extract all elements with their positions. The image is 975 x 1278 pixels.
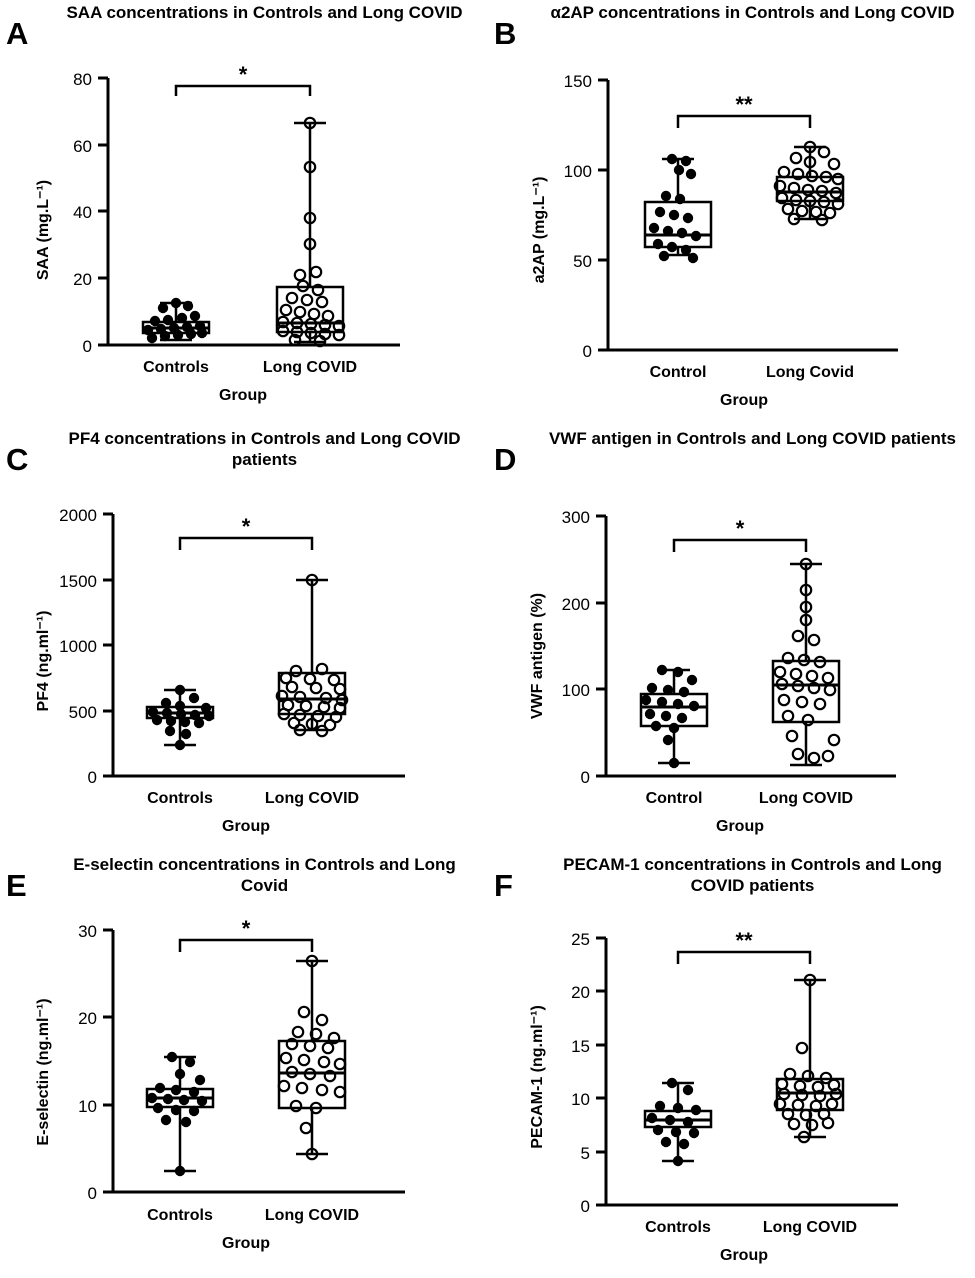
panel-f-cat-0: Controls — [645, 1219, 711, 1236]
panel-e-cat-1: Long COVID — [264, 1207, 360, 1224]
panel-f-ylabel: PECAM-1 (ng.ml⁻¹) — [529, 1005, 546, 1149]
panel-b-cat-1: Long Covid — [766, 364, 854, 381]
panel-d-cat-0: Control — [645, 790, 703, 807]
panel-c-title: PF4 concentrations in Controls and Long COVID patients — [68, 429, 461, 470]
panel-c-xlabel: Group — [222, 818, 270, 835]
panel-e-xlabel: Group — [222, 1235, 270, 1252]
panel-d-ylabel: VWF antigen (%) — [529, 592, 546, 720]
panel-b-ytick-0: 0 — [582, 342, 592, 361]
panel-f-significance: ** — [735, 928, 753, 953]
panel-e-svg — [0, 852, 487, 1278]
panel-a-title: SAA concentrations in Controls and Long COVID — [66, 3, 463, 22]
panel-a-ytick-2: 40 — [73, 203, 92, 222]
panel-e-cat-0: Controls — [147, 1207, 213, 1224]
panel-b — [488, 0, 975, 426]
panel-e-ytick-2: 20 — [78, 1009, 97, 1028]
panel-f-ytick-4: 20 — [571, 983, 590, 1002]
panel-c-ytick-0: 0 — [87, 768, 97, 787]
panel-c-significance: * — [241, 514, 251, 539]
panel-d — [488, 426, 975, 852]
panel-b-ytick-3: 150 — [563, 72, 592, 91]
panel-d-control-points — [641, 665, 699, 768]
panel-c-controls-points — [148, 685, 214, 750]
panel-a-ylabel: SAA (mg.L⁻¹) — [35, 179, 52, 281]
panel-e-ytick-0: 0 — [87, 1184, 97, 1203]
panel-f-letter: F — [494, 868, 513, 903]
panel-f-ytick-3: 15 — [571, 1037, 590, 1056]
panel-f-plot — [488, 852, 975, 1278]
panel-e-ytick-1: 10 — [78, 1097, 97, 1116]
panel-e-ytick-3: 30 — [78, 922, 97, 941]
panel-c-plot — [0, 426, 487, 852]
panel-f-ytick-2: 10 — [571, 1090, 590, 1109]
panel-d-svg — [488, 426, 975, 852]
panel-c-svg — [0, 426, 487, 852]
panel-e-letter: E — [6, 868, 27, 903]
panel-e-controls-points — [147, 1052, 207, 1176]
panel-d-plot — [488, 426, 975, 852]
panel-e — [0, 852, 487, 1278]
panel-f-svg — [488, 852, 975, 1278]
panel-d-ytick-3: 300 — [561, 508, 590, 527]
panel-a-ytick-3: 60 — [73, 137, 92, 156]
panel-b-plot — [488, 0, 975, 426]
panel-b-xlabel: Group — [720, 392, 768, 409]
panel-c-letter: C — [6, 442, 29, 477]
panel-b-significance: ** — [735, 92, 753, 117]
panel-a-letter: A — [6, 16, 29, 51]
panel-b-ytick-1: 50 — [573, 252, 592, 271]
panel-d-xlabel: Group — [716, 818, 764, 835]
panel-b-title: α2AP concentrations in Controls and Long COVID — [550, 3, 955, 22]
panel-a-cat-0: Controls — [143, 359, 209, 376]
panel-a-cat-1: Long COVID — [262, 359, 358, 376]
panel-a-svg — [0, 0, 487, 426]
panel-c-ylabel: PF4 (ng.ml⁻¹) — [35, 610, 52, 712]
panel-a-xlabel: Group — [219, 387, 267, 404]
panel-b-cat-0: Control — [649, 364, 707, 381]
panel-b-svg — [488, 0, 975, 426]
panel-c-ytick-1: 500 — [68, 703, 97, 722]
panel-a-ytick-1: 20 — [73, 270, 92, 289]
panel-d-ytick-2: 200 — [561, 595, 590, 614]
panel-c-cat-0: Controls — [147, 790, 213, 807]
panel-a-ytick-4: 80 — [73, 70, 92, 89]
panel-f-ytick-5: 25 — [571, 930, 590, 949]
panel-f-ytick-1: 5 — [580, 1144, 590, 1163]
panel-e-plot — [0, 852, 487, 1278]
panel-f-cat-1: Long COVID — [762, 1219, 858, 1236]
panel-b-letter: B — [494, 16, 517, 51]
panel-b-ylabel: a2AP (mg.L⁻¹) — [531, 176, 548, 284]
panel-f-controls-points — [647, 1078, 701, 1166]
panel-d-ytick-1: 100 — [561, 681, 590, 700]
panel-c-ytick-4: 2000 — [59, 506, 97, 525]
panel-a-ytick-0: 0 — [82, 337, 92, 356]
panel-c-ytick-3: 1500 — [59, 572, 97, 591]
panel-f-ytick-0: 0 — [580, 1197, 590, 1216]
panel-d-cat-1: Long COVID — [758, 790, 854, 807]
panel-c — [0, 426, 487, 852]
panel-d-ytick-0: 0 — [580, 768, 590, 787]
panel-f-xlabel: Group — [720, 1247, 768, 1264]
panel-d-letter: D — [494, 442, 517, 477]
panel-d-significance: * — [735, 516, 745, 541]
panel-f-longcovid-points — [775, 975, 841, 1142]
panel-d-title: VWF antigen in Controls and Long COVID patients — [548, 429, 957, 448]
panel-a-significance: * — [238, 62, 248, 87]
panel-a-plot — [0, 0, 487, 426]
panel-e-ylabel: E-selectin (ng.ml⁻¹) — [35, 998, 52, 1146]
panel-a — [0, 0, 487, 426]
panel-b-ytick-2: 100 — [563, 162, 592, 181]
panel-e-significance: * — [241, 916, 251, 941]
panel-f-title: PECAM-1 concentrations in Controls and Long COVID patients — [563, 855, 942, 896]
panel-c-ytick-2: 1000 — [59, 637, 97, 656]
panel-f — [488, 852, 975, 1278]
panel-c-cat-1: Long COVID — [264, 790, 360, 807]
panel-e-title: E-selectin concentrations in Controls and Long Covid — [73, 855, 456, 896]
